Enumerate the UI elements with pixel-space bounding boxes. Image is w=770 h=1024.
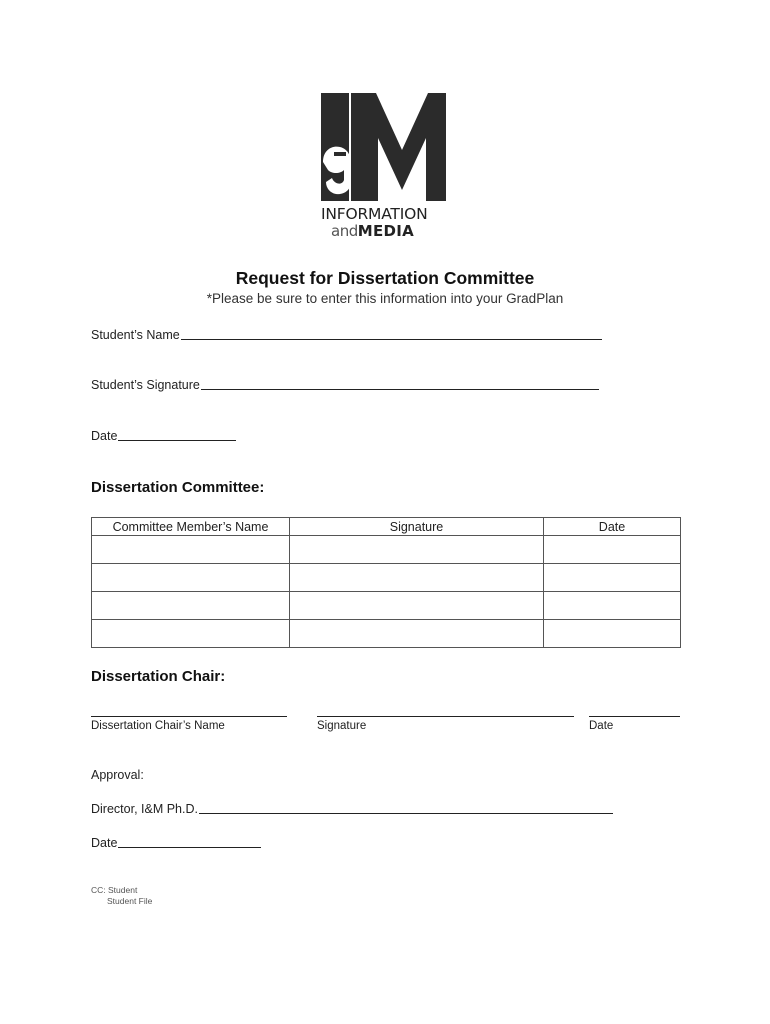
chair-date-line[interactable] xyxy=(589,716,680,717)
im-monogram-logo-mark xyxy=(318,90,452,205)
student-signature-label: Student’s Signature xyxy=(91,378,200,392)
director-label: Director, I&M Ph.D. xyxy=(91,802,198,816)
table-row xyxy=(92,536,681,564)
column-header-date: Date xyxy=(544,518,681,536)
student-date-field[interactable] xyxy=(91,429,236,443)
member-signature-cell[interactable] xyxy=(290,620,544,648)
page-subtitle: *Please be sure to enter this information into your GradPlan xyxy=(206,291,564,306)
member-date-cell[interactable] xyxy=(544,620,681,648)
cc-student: CC: Student xyxy=(91,885,138,895)
student-name-line[interactable] xyxy=(181,338,602,340)
member-name-cell[interactable] xyxy=(92,620,290,648)
approval-date-line[interactable] xyxy=(118,846,261,848)
information-media-logo xyxy=(318,90,452,242)
director-signature-line[interactable] xyxy=(199,812,613,814)
chair-name-line[interactable] xyxy=(91,716,287,717)
column-header-member-name: Committee Member’s Name xyxy=(92,518,290,536)
chair-signature-line[interactable] xyxy=(317,716,574,717)
logo-text-information: INFORMATION xyxy=(321,205,428,223)
member-name-cell[interactable] xyxy=(92,536,290,564)
member-signature-cell[interactable] xyxy=(290,564,544,592)
chair-heading: Dissertation Chair: xyxy=(91,668,226,685)
table-row xyxy=(92,564,681,592)
chair-name-caption: Dissertation Chair’s Name xyxy=(91,720,225,732)
table-row xyxy=(92,620,681,648)
approval-date-field[interactable] xyxy=(91,836,261,850)
student-date-label: Date xyxy=(91,429,118,443)
member-signature-cell[interactable] xyxy=(290,592,544,620)
member-signature-cell[interactable] xyxy=(290,536,544,564)
student-signature-line[interactable] xyxy=(201,388,599,390)
chair-date-caption: Date xyxy=(589,720,614,732)
page-title: Request for Dissertation Committee xyxy=(235,268,535,288)
approval-label xyxy=(91,768,144,782)
column-header-signature: Signature xyxy=(290,518,544,536)
member-date-cell[interactable] xyxy=(544,564,681,592)
committee-table xyxy=(91,517,681,648)
student-name-label: Student’s Name xyxy=(91,328,180,342)
member-name-cell[interactable] xyxy=(92,592,290,620)
committee-heading: Dissertation Committee: xyxy=(91,479,265,496)
logo-text-and-media xyxy=(331,222,465,240)
approval-text: Approval: xyxy=(91,768,144,782)
logo-text-and: and xyxy=(331,222,358,240)
committee-header-row xyxy=(92,518,681,536)
director-field[interactable] xyxy=(91,802,613,816)
chair-signature-caption: Signature xyxy=(317,720,367,732)
member-date-cell[interactable] xyxy=(544,536,681,564)
logo-text-media: MEDIA xyxy=(357,222,415,240)
student-name-field[interactable] xyxy=(91,328,602,342)
student-signature-field[interactable] xyxy=(91,378,599,392)
approval-date-label: Date xyxy=(91,836,118,850)
table-row xyxy=(92,592,681,620)
student-date-line[interactable] xyxy=(118,439,236,441)
member-date-cell[interactable] xyxy=(544,592,681,620)
member-name-cell[interactable] xyxy=(92,564,290,592)
cc-student-file: Student File xyxy=(107,896,153,906)
